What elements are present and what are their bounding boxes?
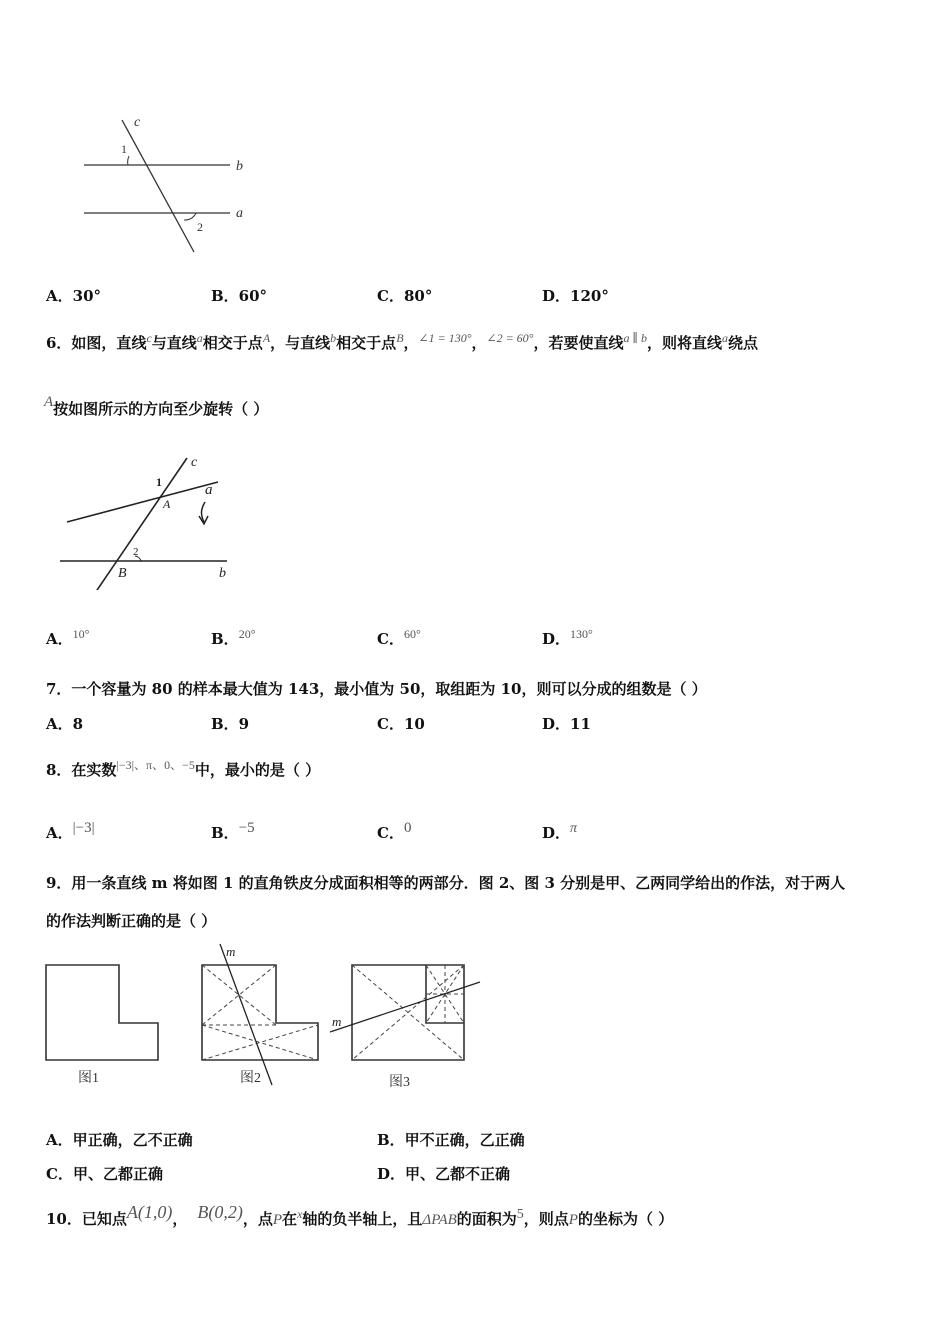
q10-point-b: B(0,2) xyxy=(197,1202,243,1222)
q8-option-c[interactable] xyxy=(377,822,411,843)
q6-var-a: a xyxy=(196,331,203,345)
q10-stem xyxy=(46,1202,674,1229)
q7-option-b[interactable]: B．9 xyxy=(211,715,250,733)
q9-option-b[interactable]: B．甲不正确，乙正确 xyxy=(377,1131,525,1149)
q6-text: 相交于点 xyxy=(336,334,397,352)
q6-text: 与直线 xyxy=(151,334,197,352)
q10-var-x: x xyxy=(297,1207,303,1221)
fig6-label-c: c xyxy=(191,455,198,470)
option-value: π xyxy=(570,821,578,836)
option-key: D． xyxy=(542,824,571,842)
q8-option-a[interactable] xyxy=(46,822,95,843)
q6-option-c[interactable] xyxy=(377,628,421,649)
q5-option-d[interactable]: D．120° xyxy=(542,287,609,305)
q10-text: 的坐标为（ ） xyxy=(577,1210,674,1228)
q10-text: ，点 xyxy=(242,1210,273,1228)
option-key: B． xyxy=(211,630,239,648)
fig6-label-B: B xyxy=(118,566,127,581)
fig3-label-m: m xyxy=(332,1014,342,1029)
q8-stem xyxy=(46,759,320,780)
q9-option-c[interactable]: C．甲、乙都正确 xyxy=(46,1165,163,1183)
option-key: A． xyxy=(46,824,73,842)
fig6-label-2: 2 xyxy=(133,546,139,558)
q6-text: 绕点 xyxy=(728,334,759,352)
fig5-label-2: 2 xyxy=(197,220,203,234)
option-value: 130° xyxy=(570,627,593,641)
q10-text: 轴的负半轴上，且 xyxy=(302,1210,423,1228)
q10-area: 5 xyxy=(516,1207,524,1222)
q6-parallel: a ∥ b xyxy=(623,331,648,345)
q6-text: ，若要使直线 xyxy=(533,334,624,352)
q6-option-a[interactable] xyxy=(46,628,89,649)
q6-text: 相交于点 xyxy=(202,334,263,352)
fig5-label-1: 1 xyxy=(121,142,127,156)
q6-option-b[interactable] xyxy=(211,628,256,649)
q6-var-b: b xyxy=(330,331,337,345)
q7-option-a[interactable]: A．8 xyxy=(46,715,84,733)
option-value: −5 xyxy=(238,820,255,836)
fig6-label-1: 1 xyxy=(156,475,162,489)
q6-stem-line1 xyxy=(46,332,758,353)
q5-option-a[interactable]: A．30° xyxy=(46,287,102,305)
q6-angle2: ∠2 = 60° xyxy=(486,331,534,345)
option-key: D． xyxy=(542,630,571,648)
q8-text: 8．在实数 xyxy=(46,761,117,779)
fig5-label-a: a xyxy=(236,206,243,221)
q6-stem-line2 xyxy=(44,394,269,419)
option-value: 10° xyxy=(72,627,90,641)
fig3-caption: 图3 xyxy=(389,1075,410,1090)
q6-var-a: a xyxy=(722,331,729,345)
option-value: 60° xyxy=(403,627,421,641)
option-key: A． xyxy=(46,630,73,648)
q5-figure xyxy=(80,110,270,260)
q6-var-A: A xyxy=(44,394,54,410)
fig2-label-m: m xyxy=(226,944,236,959)
q8-option-b[interactable] xyxy=(211,822,255,843)
q6-var-c: c xyxy=(146,331,152,345)
fig6-label-a: a xyxy=(205,482,213,498)
option-key: B． xyxy=(211,824,239,842)
q10-point-p: P xyxy=(272,1212,283,1228)
fig1-l-shape xyxy=(46,965,158,1060)
q9-stem-line2: 的作法判断正确的是（ ） xyxy=(46,912,217,930)
q6-text: ， xyxy=(403,334,419,352)
fig6-label-b: b xyxy=(219,566,226,581)
q7-option-c[interactable]: C．10 xyxy=(377,715,425,733)
fig1-caption: 图1 xyxy=(78,1071,99,1086)
q9-option-d[interactable]: D．甲、乙都不正确 xyxy=(377,1165,511,1183)
q8-option-d[interactable] xyxy=(542,822,577,843)
q7-stem: 7．一个容量为 80 的样本最大值为 143，最小值为 50，取组距为 10，则可以分成的组数是（ ） xyxy=(46,680,707,698)
q10-text: 的面积为 xyxy=(456,1210,517,1228)
q5-option-b[interactable]: B．60° xyxy=(211,287,268,305)
q6-angle1: ∠1 = 130° xyxy=(418,331,472,345)
q6-text: 6．如图，直线 xyxy=(46,334,147,352)
option-value: |−3| xyxy=(72,820,95,836)
fig2-caption: 图2 xyxy=(240,1071,261,1086)
q7-option-d[interactable]: D．11 xyxy=(542,715,591,733)
q6-text: ，与直线 xyxy=(270,334,331,352)
fig6-label-A: A xyxy=(163,497,171,511)
q9-figures xyxy=(40,940,490,1100)
option-key: C． xyxy=(377,824,404,842)
q10-text: ，则点 xyxy=(523,1210,569,1228)
q6-text: ， xyxy=(471,334,487,352)
q8-numbers: |−3|、π、0、−5 xyxy=(116,758,195,772)
q6-option-d[interactable] xyxy=(542,628,593,649)
q6-var-B: B xyxy=(396,331,404,345)
q10-text: 在 xyxy=(282,1210,298,1228)
q9-option-a[interactable]: A．甲正确，乙不正确 xyxy=(46,1131,193,1149)
option-key: C． xyxy=(377,630,404,648)
q6-text: ，则将直线 xyxy=(647,334,723,352)
q8-text: 中，最小的是（ ） xyxy=(194,761,321,779)
option-value: 0 xyxy=(403,820,412,836)
q6-figure xyxy=(55,450,245,590)
q9-stem-line1: 9．用一条直线 m 将如图 1 的直角铁皮分成面积相等的两部分．图 2、图 3 分别是甲、乙两同学给出的作法，对于两人 xyxy=(46,874,846,892)
fig5-label-c: c xyxy=(134,115,141,130)
q10-text: ， xyxy=(172,1210,188,1228)
q10-text: 10．已知点 xyxy=(46,1210,127,1228)
q6-var-A: A xyxy=(262,331,271,345)
q6-text: 按如图所示的方向至少旋转（ ） xyxy=(53,400,269,418)
q10-triangle: ΔPAB xyxy=(422,1212,457,1228)
q5-option-c[interactable]: C．80° xyxy=(377,287,433,305)
q10-point-p: P xyxy=(568,1212,578,1228)
option-value: 20° xyxy=(238,627,256,641)
fig5-label-b: b xyxy=(236,159,243,174)
q10-point-a: A(1,0) xyxy=(126,1202,173,1222)
